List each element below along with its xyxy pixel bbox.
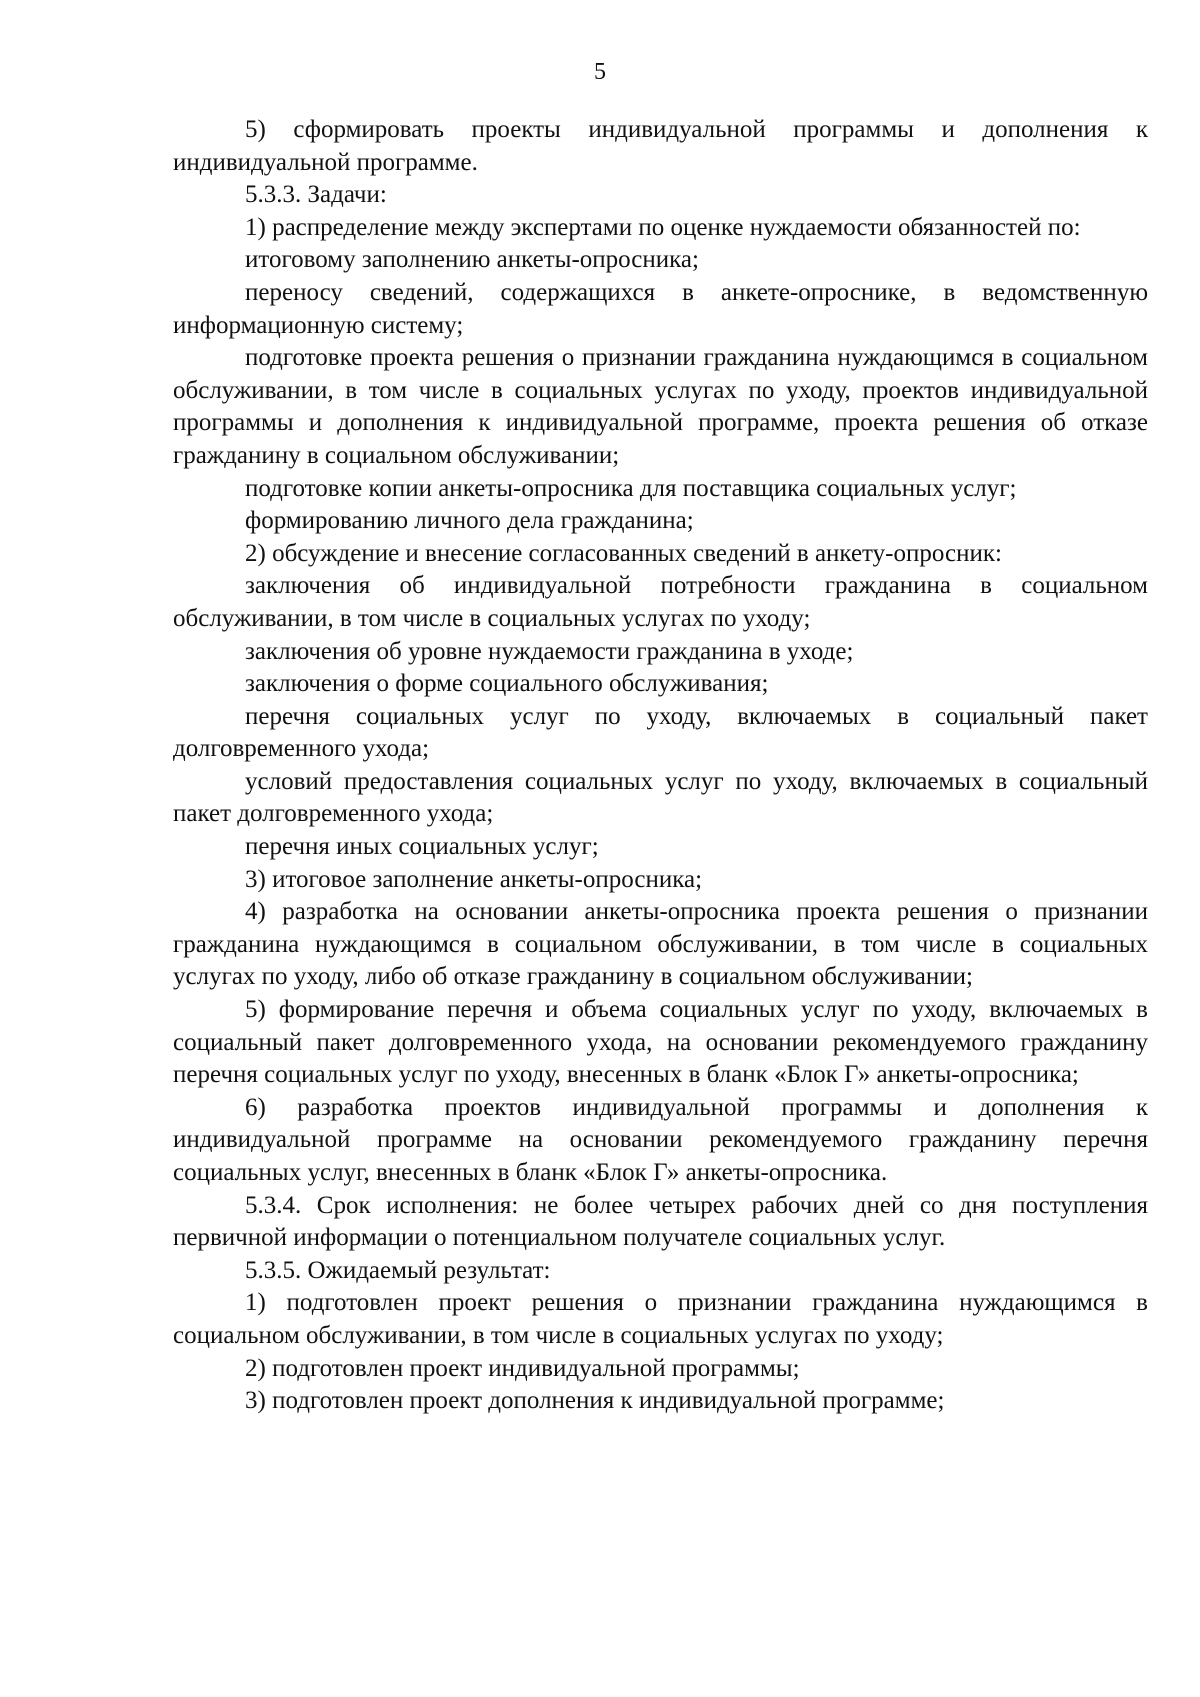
paragraph: перечня иных социальных услуг; bbox=[245, 833, 599, 861]
section-heading: 5.3.4. Срок исполнения: не более четырех рабочих дней со дня поступления первичной информации о потенциальном получателе социальных услуг. bbox=[173, 1191, 1148, 1252]
paragraph: 3) итоговое заполнение анкеты-опросника; bbox=[245, 865, 703, 893]
paragraph: 5) сформировать проекты индивидуальной программы и дополнения к индивидуальной программе. bbox=[173, 116, 1148, 176]
paragraph: подготовке копии анкеты-опросника для поставщика социальных услуг; bbox=[245, 474, 1017, 502]
paragraph: подготовке проекта решения о признании гражданина нуждающимся в социальном обслуживании, в том числе в социальных услугах по уходу, проектов индивидуальной программы и дополнения к индивидуальной программе, проекта решения об отказе гражданину в социальном обслуживании; bbox=[173, 344, 1148, 469]
document-body bbox=[173, 114, 1148, 1418]
section-heading: 5.3.3. Задачи: bbox=[245, 181, 387, 209]
paragraph: итоговому заполнению анкеты-опросника; bbox=[245, 246, 699, 274]
paragraph: 2) подготовлен проект индивидуальной программы; bbox=[245, 1354, 800, 1382]
paragraph: перечня социальных услуг по уходу, включаемых в социальный пакет долговременного ухода; bbox=[173, 702, 1148, 763]
paragraph: 3) подготовлен проект дополнения к индивидуальной программе; bbox=[245, 1387, 945, 1415]
paragraph: переносу сведений, содержащихся в анкете-опроснике, в ведомственную информационную систему; bbox=[173, 278, 1148, 339]
paragraph: 6) разработка проектов индивидуальной программы и дополнения к индивидуальной программе на основании рекомендуемого гражданину перечня социальных услуг, внесенных в бланк «Блок Г» анкеты-опросника. bbox=[173, 1093, 1148, 1186]
paragraph: заключения об уровне нуждаемости гражданина в уходе; bbox=[245, 637, 854, 665]
section-heading: 5.3.5. Ожидаемый результат: bbox=[245, 1256, 551, 1284]
paragraph: заключения о форме социального обслуживания; bbox=[245, 670, 769, 698]
paragraph: 5) формирование перечня и объема социальных услуг по уходу, включаемых в социальный пакет долговременного ухода, на основании рекомендуемого гражданину перечня социальных услуг по уходу, внесенных в бланк «Блок Г» анкеты-опросника; bbox=[173, 996, 1148, 1089]
paragraph: 2) обсуждение и внесение согласованных сведений в анкету-опросник: bbox=[245, 539, 1002, 567]
paragraph: заключения об индивидуальной потребности гражданина в социальном обслуживании, в том числе в социальных услугах по уходу; bbox=[173, 572, 1148, 632]
paragraph: 1) подготовлен проект решения о признании гражданина нуждающимся в социальном обслуживании, в том числе в социальных услугах по уходу; bbox=[173, 1289, 1148, 1349]
paragraph: 4) разработка на основании анкеты-опросника проекта решения о признании гражданина нуждающимся в социальном обслуживании, в том числе в социальных услугах по уходу, либо об отказе гражданину в социальном обслуживании; bbox=[173, 898, 1148, 991]
paragraph: условий предоставления социальных услуг по уходу, включаемых в социальный пакет долговременного ухода; bbox=[173, 767, 1148, 828]
paragraph: формированию личного дела гражданина; bbox=[245, 507, 694, 535]
page-number: 5 bbox=[594, 59, 606, 85]
paragraph: 1) распределение между экспертами по оценке нуждаемости обязанностей по: bbox=[245, 213, 1081, 241]
